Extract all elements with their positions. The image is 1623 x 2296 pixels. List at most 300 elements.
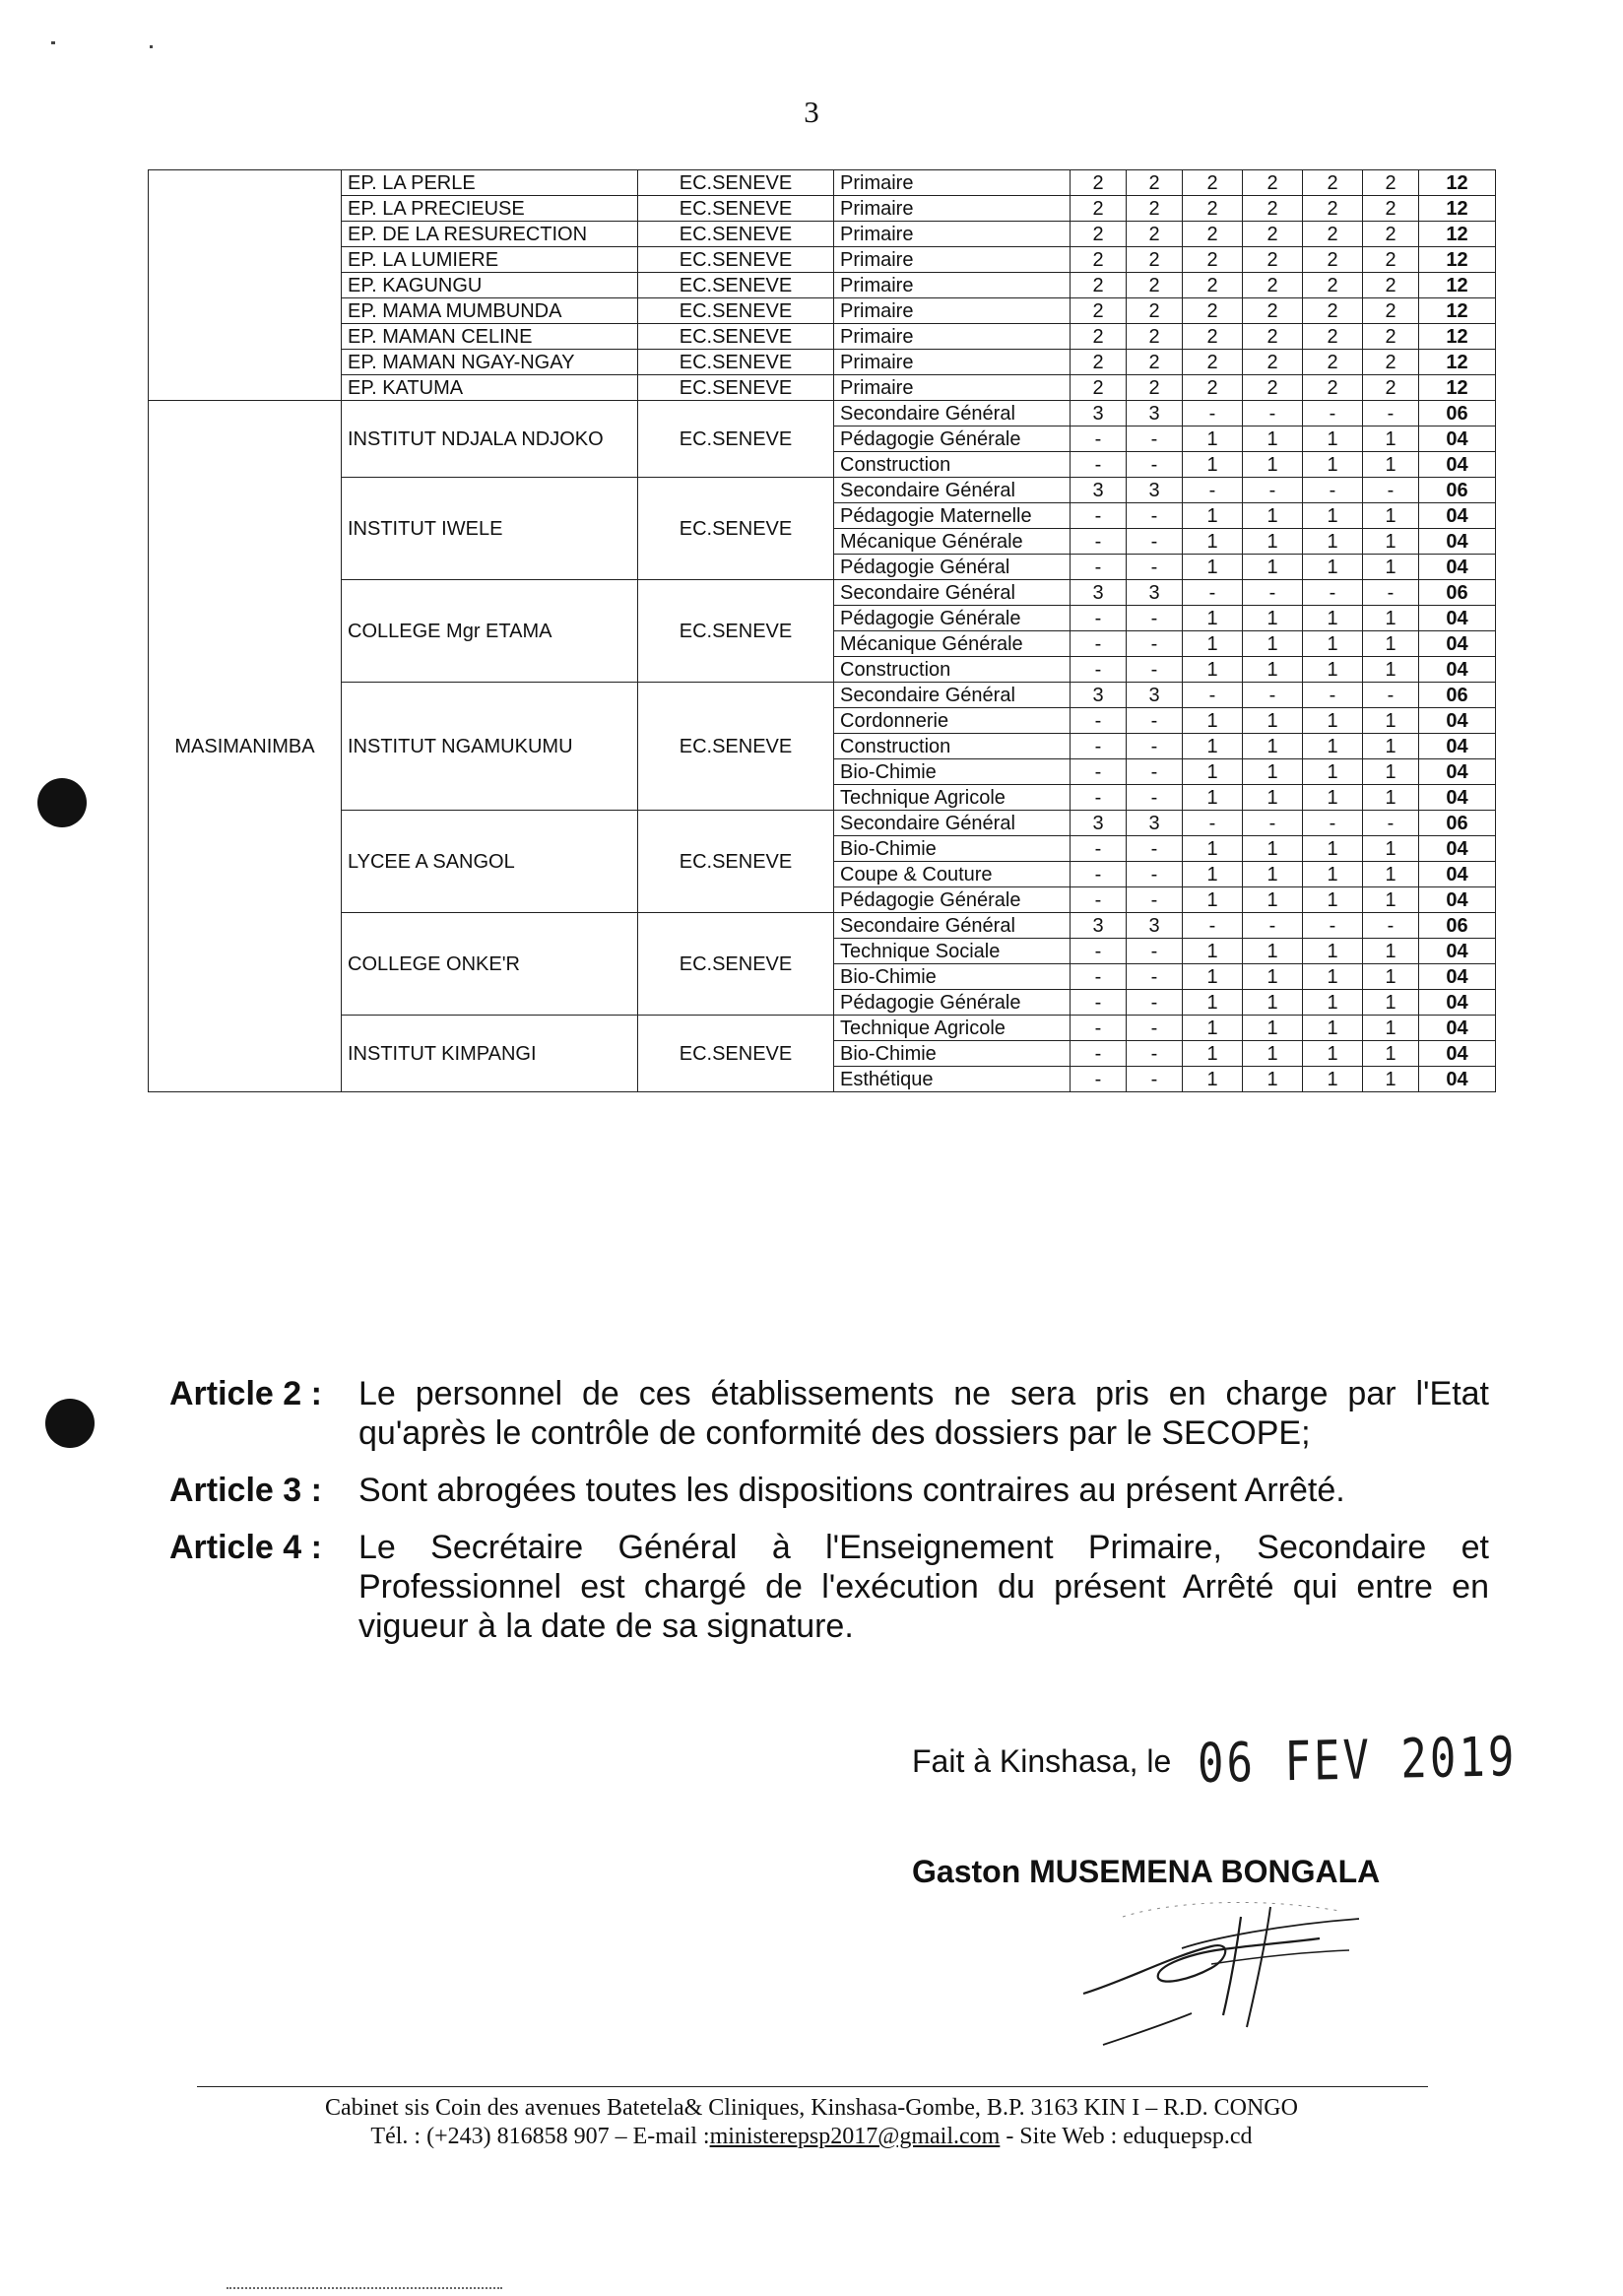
class-count-cell-3: 1 bbox=[1183, 964, 1243, 990]
class-count-cell-3: 2 bbox=[1183, 324, 1243, 350]
option-cell: Cordonnerie bbox=[834, 708, 1071, 734]
class-count-cell-1: 3 bbox=[1071, 811, 1127, 836]
class-count-cell-1: - bbox=[1071, 631, 1127, 657]
class-count-cell-4: 1 bbox=[1243, 555, 1303, 580]
total-cell: 12 bbox=[1419, 350, 1496, 375]
class-count-cell-1: 2 bbox=[1071, 298, 1127, 324]
total-cell: 04 bbox=[1419, 555, 1496, 580]
class-count-cell-6: - bbox=[1363, 683, 1419, 708]
option-cell: Technique Sociale bbox=[834, 939, 1071, 964]
class-count-cell-5: - bbox=[1303, 913, 1363, 939]
class-count-cell-5: 1 bbox=[1303, 990, 1363, 1016]
class-count-cell-3: 1 bbox=[1183, 990, 1243, 1016]
class-count-cell-1: - bbox=[1071, 785, 1127, 811]
option-cell: Construction bbox=[834, 657, 1071, 683]
class-count-cell-1: 3 bbox=[1071, 478, 1127, 503]
class-count-cell-2: 2 bbox=[1127, 222, 1183, 247]
school-name-cell: EP. LA LUMIERE bbox=[342, 247, 638, 273]
class-count-cell-1: 2 bbox=[1071, 247, 1127, 273]
class-count-cell-4: 1 bbox=[1243, 862, 1303, 887]
article-4 bbox=[169, 1528, 1489, 1646]
school-name-cell: EP. LA PERLE bbox=[342, 170, 638, 196]
signatory-name: Gaston MUSEMENA BONGALA bbox=[912, 1854, 1381, 1889]
class-count-cell-4: 1 bbox=[1243, 1041, 1303, 1067]
class-count-cell-6: - bbox=[1363, 580, 1419, 606]
option-cell: Primaire bbox=[834, 196, 1071, 222]
class-count-cell-1: - bbox=[1071, 990, 1127, 1016]
class-count-cell-3: - bbox=[1183, 401, 1243, 426]
total-cell: 04 bbox=[1419, 759, 1496, 785]
class-count-cell-3: 2 bbox=[1183, 196, 1243, 222]
footer-email-link[interactable]: ministerepsp2017@gmail.com bbox=[709, 2124, 1001, 2149]
class-count-cell-4: 2 bbox=[1243, 375, 1303, 401]
class-count-cell-1: - bbox=[1071, 1041, 1127, 1067]
table-row bbox=[149, 247, 1496, 273]
class-count-cell-2: - bbox=[1127, 887, 1183, 913]
option-cell: Secondaire Général bbox=[834, 913, 1071, 939]
class-count-cell-5: - bbox=[1303, 683, 1363, 708]
class-count-cell-4: 1 bbox=[1243, 631, 1303, 657]
article-text: Sont abrogées toutes les dispositions contraires au présent Arrêté. bbox=[358, 1472, 1345, 1509]
total-cell: 06 bbox=[1419, 913, 1496, 939]
class-count-cell-1: - bbox=[1071, 734, 1127, 759]
class-count-cell-4: - bbox=[1243, 811, 1303, 836]
class-count-cell-3: 1 bbox=[1183, 631, 1243, 657]
class-count-cell-1: - bbox=[1071, 529, 1127, 555]
option-cell: Secondaire Général bbox=[834, 811, 1071, 836]
class-count-cell-6: 1 bbox=[1363, 1041, 1419, 1067]
class-count-cell-3: 1 bbox=[1183, 503, 1243, 529]
class-count-cell-4: 2 bbox=[1243, 324, 1303, 350]
table-row bbox=[149, 222, 1496, 247]
class-count-cell-4: 1 bbox=[1243, 785, 1303, 811]
total-cell: 12 bbox=[1419, 196, 1496, 222]
class-count-cell-1: 2 bbox=[1071, 170, 1127, 196]
class-count-cell-3: 1 bbox=[1183, 862, 1243, 887]
school-name-cell: EP. MAMAN NGAY-NGAY bbox=[342, 350, 638, 375]
class-count-cell-6: 1 bbox=[1363, 939, 1419, 964]
class-count-cell-2: 2 bbox=[1127, 170, 1183, 196]
total-cell: 12 bbox=[1419, 324, 1496, 350]
class-count-cell-3: 2 bbox=[1183, 350, 1243, 375]
class-count-cell-4: 1 bbox=[1243, 990, 1303, 1016]
class-count-cell-1: 3 bbox=[1071, 401, 1127, 426]
total-cell: 04 bbox=[1419, 1041, 1496, 1067]
option-cell: Secondaire Général bbox=[834, 683, 1071, 708]
class-count-cell-5: 1 bbox=[1303, 759, 1363, 785]
total-cell: 12 bbox=[1419, 222, 1496, 247]
option-cell: Mécanique Générale bbox=[834, 631, 1071, 657]
table-row bbox=[149, 375, 1496, 401]
class-count-cell-2: - bbox=[1127, 734, 1183, 759]
class-count-cell-6: 1 bbox=[1363, 1016, 1419, 1041]
network-cell: EC.SENEVE bbox=[638, 478, 834, 580]
school-name-cell: INSTITUT KIMPANGI bbox=[342, 1016, 638, 1092]
class-count-cell-1: - bbox=[1071, 708, 1127, 734]
option-cell: Primaire bbox=[834, 350, 1071, 375]
network-cell: EC.SENEVE bbox=[638, 1016, 834, 1092]
total-cell: 12 bbox=[1419, 298, 1496, 324]
class-count-cell-5: 1 bbox=[1303, 964, 1363, 990]
network-cell: EC.SENEVE bbox=[638, 913, 834, 1016]
option-cell: Construction bbox=[834, 452, 1071, 478]
class-count-cell-4: 1 bbox=[1243, 964, 1303, 990]
class-count-cell-1: - bbox=[1071, 1016, 1127, 1041]
class-count-cell-6: 2 bbox=[1363, 273, 1419, 298]
class-count-cell-1: - bbox=[1071, 836, 1127, 862]
handwritten-date: 06 FEV 2019 bbox=[1197, 1726, 1518, 1796]
class-count-cell-6: 1 bbox=[1363, 452, 1419, 478]
footer-phone: Tél. : (+243) 816858 907 – E-mail : bbox=[370, 2124, 710, 2149]
class-count-cell-2: - bbox=[1127, 426, 1183, 452]
class-count-cell-3: 2 bbox=[1183, 170, 1243, 196]
class-count-cell-4: 2 bbox=[1243, 273, 1303, 298]
class-count-cell-1: - bbox=[1071, 964, 1127, 990]
class-count-cell-5: 2 bbox=[1303, 375, 1363, 401]
class-count-cell-6: 1 bbox=[1363, 734, 1419, 759]
class-count-cell-3: 1 bbox=[1183, 1041, 1243, 1067]
class-count-cell-1: - bbox=[1071, 1067, 1127, 1092]
class-count-cell-4: 1 bbox=[1243, 1016, 1303, 1041]
class-count-cell-2: - bbox=[1127, 555, 1183, 580]
class-count-cell-5: - bbox=[1303, 478, 1363, 503]
class-count-cell-1: 2 bbox=[1071, 324, 1127, 350]
article-label: Article 3 : bbox=[169, 1472, 322, 1509]
punch-hole bbox=[45, 1399, 95, 1448]
class-count-cell-2: - bbox=[1127, 862, 1183, 887]
network-cell: EC.SENEVE bbox=[638, 811, 834, 913]
class-count-cell-5: 1 bbox=[1303, 606, 1363, 631]
network-cell: EC.SENEVE bbox=[638, 375, 834, 401]
class-count-cell-4: 1 bbox=[1243, 529, 1303, 555]
class-count-cell-6: 1 bbox=[1363, 862, 1419, 887]
class-count-cell-2: 2 bbox=[1127, 324, 1183, 350]
class-count-cell-4: 1 bbox=[1243, 759, 1303, 785]
class-count-cell-1: - bbox=[1071, 759, 1127, 785]
class-count-cell-5: 2 bbox=[1303, 196, 1363, 222]
option-cell: Pédagogie Général bbox=[834, 555, 1071, 580]
class-count-cell-3: 1 bbox=[1183, 606, 1243, 631]
school-name-cell: INSTITUT NDJALA NDJOKO bbox=[342, 401, 638, 478]
class-count-cell-2: - bbox=[1127, 452, 1183, 478]
option-cell: Construction bbox=[834, 734, 1071, 759]
class-count-cell-2: - bbox=[1127, 836, 1183, 862]
class-count-cell-2: - bbox=[1127, 503, 1183, 529]
class-count-cell-6: 1 bbox=[1363, 964, 1419, 990]
class-count-cell-5: 1 bbox=[1303, 939, 1363, 964]
class-count-cell-3: 1 bbox=[1183, 426, 1243, 452]
class-count-cell-3: 1 bbox=[1183, 657, 1243, 683]
class-count-cell-3: 1 bbox=[1183, 1016, 1243, 1041]
class-count-cell-2: - bbox=[1127, 785, 1183, 811]
total-cell: 12 bbox=[1419, 375, 1496, 401]
class-count-cell-6: 1 bbox=[1363, 887, 1419, 913]
option-cell: Pédagogie Générale bbox=[834, 426, 1071, 452]
total-cell: 04 bbox=[1419, 708, 1496, 734]
class-count-cell-2: - bbox=[1127, 631, 1183, 657]
class-count-cell-6: 1 bbox=[1363, 657, 1419, 683]
class-count-cell-2: - bbox=[1127, 1067, 1183, 1092]
class-count-cell-5: 1 bbox=[1303, 555, 1363, 580]
total-cell: 04 bbox=[1419, 887, 1496, 913]
class-count-cell-3: 1 bbox=[1183, 555, 1243, 580]
class-count-cell-1: - bbox=[1071, 555, 1127, 580]
class-count-cell-3: 1 bbox=[1183, 1067, 1243, 1092]
class-count-cell-5: 1 bbox=[1303, 734, 1363, 759]
option-cell: Secondaire Général bbox=[834, 580, 1071, 606]
footer-divider bbox=[197, 2086, 1428, 2087]
option-cell: Secondaire Général bbox=[834, 478, 1071, 503]
class-count-cell-2: 3 bbox=[1127, 580, 1183, 606]
class-count-cell-5: 2 bbox=[1303, 222, 1363, 247]
total-cell: 04 bbox=[1419, 606, 1496, 631]
class-count-cell-4: 1 bbox=[1243, 708, 1303, 734]
network-cell: EC.SENEVE bbox=[638, 401, 834, 478]
total-cell: 12 bbox=[1419, 273, 1496, 298]
table-row bbox=[149, 683, 1496, 708]
table-row bbox=[149, 811, 1496, 836]
table-row bbox=[149, 324, 1496, 350]
total-cell: 04 bbox=[1419, 426, 1496, 452]
class-count-cell-5: 2 bbox=[1303, 273, 1363, 298]
class-count-cell-3: 2 bbox=[1183, 273, 1243, 298]
class-count-cell-3: 1 bbox=[1183, 708, 1243, 734]
class-count-cell-4: 2 bbox=[1243, 170, 1303, 196]
class-count-cell-3: 1 bbox=[1183, 529, 1243, 555]
class-count-cell-3: 2 bbox=[1183, 222, 1243, 247]
option-cell: Primaire bbox=[834, 273, 1071, 298]
total-cell: 12 bbox=[1419, 170, 1496, 196]
total-cell: 04 bbox=[1419, 836, 1496, 862]
total-cell: 06 bbox=[1419, 478, 1496, 503]
class-count-cell-3: 2 bbox=[1183, 375, 1243, 401]
footer bbox=[0, 2094, 1623, 2151]
class-count-cell-6: 1 bbox=[1363, 503, 1419, 529]
class-count-cell-4: 1 bbox=[1243, 1067, 1303, 1092]
class-count-cell-2: 3 bbox=[1127, 811, 1183, 836]
class-count-cell-2: - bbox=[1127, 939, 1183, 964]
table-row bbox=[149, 913, 1496, 939]
class-count-cell-3: - bbox=[1183, 811, 1243, 836]
network-cell: EC.SENEVE bbox=[638, 273, 834, 298]
class-count-cell-2: 2 bbox=[1127, 350, 1183, 375]
class-count-cell-3: - bbox=[1183, 580, 1243, 606]
class-count-cell-4: 2 bbox=[1243, 350, 1303, 375]
class-count-cell-5: 1 bbox=[1303, 529, 1363, 555]
class-count-cell-1: 2 bbox=[1071, 222, 1127, 247]
table-row bbox=[149, 1016, 1496, 1041]
footer-website: - Site Web : eduquepsp.cd bbox=[1000, 2124, 1253, 2149]
class-count-cell-4: 2 bbox=[1243, 298, 1303, 324]
total-cell: 04 bbox=[1419, 452, 1496, 478]
network-cell: EC.SENEVE bbox=[638, 683, 834, 811]
total-cell: 04 bbox=[1419, 1016, 1496, 1041]
school-name-cell: EP. LA PRECIEUSE bbox=[342, 196, 638, 222]
region-cell: MASIMANIMBA bbox=[149, 401, 342, 1092]
class-count-cell-3: 2 bbox=[1183, 247, 1243, 273]
total-cell: 04 bbox=[1419, 964, 1496, 990]
class-count-cell-2: 3 bbox=[1127, 913, 1183, 939]
class-count-cell-2: - bbox=[1127, 964, 1183, 990]
option-cell: Primaire bbox=[834, 298, 1071, 324]
class-count-cell-6: - bbox=[1363, 811, 1419, 836]
class-count-cell-3: 1 bbox=[1183, 939, 1243, 964]
class-count-cell-2: 3 bbox=[1127, 401, 1183, 426]
option-cell: Bio-Chimie bbox=[834, 836, 1071, 862]
footer-address: Cabinet sis Coin des avenues Batetela& Cliniques, Kinshasa-Gombe, B.P. 3163 KIN I – R.D. CONGO bbox=[325, 2095, 1298, 2121]
class-count-cell-5: - bbox=[1303, 811, 1363, 836]
class-count-cell-4: 2 bbox=[1243, 247, 1303, 273]
class-count-cell-2: - bbox=[1127, 759, 1183, 785]
class-count-cell-5: 1 bbox=[1303, 631, 1363, 657]
class-count-cell-6: 2 bbox=[1363, 375, 1419, 401]
class-count-cell-6: 1 bbox=[1363, 631, 1419, 657]
article-label: Article 4 : bbox=[169, 1529, 322, 1566]
school-name-cell: EP. MAMAN CELINE bbox=[342, 324, 638, 350]
class-count-cell-6: 1 bbox=[1363, 426, 1419, 452]
class-count-cell-5: 1 bbox=[1303, 426, 1363, 452]
total-cell: 04 bbox=[1419, 503, 1496, 529]
class-count-cell-6: 1 bbox=[1363, 785, 1419, 811]
class-count-cell-6: 2 bbox=[1363, 196, 1419, 222]
total-cell: 06 bbox=[1419, 401, 1496, 426]
class-count-cell-4: 1 bbox=[1243, 887, 1303, 913]
class-count-cell-1: 2 bbox=[1071, 196, 1127, 222]
class-count-cell-1: - bbox=[1071, 426, 1127, 452]
schools-table bbox=[148, 169, 1496, 1092]
class-count-cell-6: 2 bbox=[1363, 350, 1419, 375]
class-count-cell-6: 1 bbox=[1363, 1067, 1419, 1092]
class-count-cell-3: 1 bbox=[1183, 759, 1243, 785]
class-count-cell-5: 1 bbox=[1303, 1067, 1363, 1092]
option-cell: Primaire bbox=[834, 222, 1071, 247]
option-cell: Primaire bbox=[834, 324, 1071, 350]
option-cell: Primaire bbox=[834, 375, 1071, 401]
network-cell: EC.SENEVE bbox=[638, 298, 834, 324]
class-count-cell-4: 1 bbox=[1243, 657, 1303, 683]
class-count-cell-2: - bbox=[1127, 708, 1183, 734]
school-name-cell: COLLEGE ONKE'R bbox=[342, 913, 638, 1016]
class-count-cell-6: - bbox=[1363, 913, 1419, 939]
class-count-cell-5: 2 bbox=[1303, 324, 1363, 350]
class-count-cell-6: 1 bbox=[1363, 555, 1419, 580]
total-cell: 04 bbox=[1419, 657, 1496, 683]
class-count-cell-1: 3 bbox=[1071, 580, 1127, 606]
table-row bbox=[149, 298, 1496, 324]
class-count-cell-5: 1 bbox=[1303, 657, 1363, 683]
network-cell: EC.SENEVE bbox=[638, 170, 834, 196]
option-cell: Bio-Chimie bbox=[834, 964, 1071, 990]
school-name-cell: EP. KAGUNGU bbox=[342, 273, 638, 298]
total-cell: 04 bbox=[1419, 734, 1496, 759]
article-2 bbox=[169, 1374, 1489, 1453]
scan-speck bbox=[51, 41, 55, 44]
region-cell bbox=[149, 170, 342, 401]
total-cell: 04 bbox=[1419, 862, 1496, 887]
article-text: Le Secrétaire Général à l'Enseignement Primaire, Secondaire et Professionnel est chargé de l'exécution du présent Arrêté qui entre en vigueur à la date de sa signature. bbox=[358, 1529, 1489, 1645]
total-cell: 12 bbox=[1419, 247, 1496, 273]
school-name-cell: COLLEGE Mgr ETAMA bbox=[342, 580, 638, 683]
class-count-cell-2: - bbox=[1127, 606, 1183, 631]
class-count-cell-4: 1 bbox=[1243, 734, 1303, 759]
total-cell: 06 bbox=[1419, 683, 1496, 708]
class-count-cell-6: 1 bbox=[1363, 708, 1419, 734]
class-count-cell-3: 1 bbox=[1183, 887, 1243, 913]
class-count-cell-5: 1 bbox=[1303, 452, 1363, 478]
class-count-cell-4: 1 bbox=[1243, 606, 1303, 631]
school-name-cell: EP. MAMA MUMBUNDA bbox=[342, 298, 638, 324]
network-cell: EC.SENEVE bbox=[638, 324, 834, 350]
article-text: Le personnel de ces établissements ne sera pris en charge par l'Etat qu'après le contrôle de conformité des dossiers par le SECOPE; bbox=[358, 1375, 1489, 1452]
class-count-cell-2: 3 bbox=[1127, 478, 1183, 503]
class-count-cell-2: 2 bbox=[1127, 247, 1183, 273]
class-count-cell-5: 1 bbox=[1303, 708, 1363, 734]
total-cell: 06 bbox=[1419, 811, 1496, 836]
class-count-cell-5: 1 bbox=[1303, 785, 1363, 811]
table-row bbox=[149, 196, 1496, 222]
school-name-cell: INSTITUT NGAMUKUMU bbox=[342, 683, 638, 811]
page-number: 3 bbox=[804, 95, 819, 129]
table-row bbox=[149, 170, 1496, 196]
total-cell: 04 bbox=[1419, 939, 1496, 964]
scan-speck bbox=[150, 45, 153, 48]
option-cell: Pédagogie Générale bbox=[834, 887, 1071, 913]
class-count-cell-3: - bbox=[1183, 478, 1243, 503]
class-count-cell-6: 1 bbox=[1363, 529, 1419, 555]
total-cell: 04 bbox=[1419, 529, 1496, 555]
option-cell: Technique Agricole bbox=[834, 1016, 1071, 1041]
option-cell: Mécanique Générale bbox=[834, 529, 1071, 555]
table-row bbox=[149, 401, 1496, 426]
class-count-cell-4: - bbox=[1243, 580, 1303, 606]
class-count-cell-2: 3 bbox=[1127, 683, 1183, 708]
class-count-cell-2: 2 bbox=[1127, 273, 1183, 298]
class-count-cell-3: 1 bbox=[1183, 785, 1243, 811]
class-count-cell-2: - bbox=[1127, 657, 1183, 683]
class-count-cell-2: 2 bbox=[1127, 196, 1183, 222]
class-count-cell-5: 2 bbox=[1303, 247, 1363, 273]
total-cell: 04 bbox=[1419, 785, 1496, 811]
class-count-cell-5: 2 bbox=[1303, 350, 1363, 375]
option-cell: Secondaire Général bbox=[834, 401, 1071, 426]
class-count-cell-1: - bbox=[1071, 939, 1127, 964]
class-count-cell-6: 1 bbox=[1363, 990, 1419, 1016]
article-3 bbox=[169, 1471, 1489, 1510]
class-count-cell-3: 1 bbox=[1183, 452, 1243, 478]
class-count-cell-6: 2 bbox=[1363, 324, 1419, 350]
class-count-cell-6: 1 bbox=[1363, 836, 1419, 862]
option-cell: Primaire bbox=[834, 170, 1071, 196]
class-count-cell-4: - bbox=[1243, 401, 1303, 426]
network-cell: EC.SENEVE bbox=[638, 350, 834, 375]
handwritten-signature bbox=[1064, 1887, 1379, 2065]
class-count-cell-2: - bbox=[1127, 1016, 1183, 1041]
articles-section bbox=[169, 1374, 1489, 1664]
class-count-cell-4: 2 bbox=[1243, 196, 1303, 222]
class-count-cell-2: - bbox=[1127, 990, 1183, 1016]
network-cell: EC.SENEVE bbox=[638, 196, 834, 222]
class-count-cell-1: - bbox=[1071, 606, 1127, 631]
class-count-cell-1: - bbox=[1071, 452, 1127, 478]
total-cell: 04 bbox=[1419, 990, 1496, 1016]
option-cell: Primaire bbox=[834, 247, 1071, 273]
scan-edge-artifact bbox=[227, 2287, 502, 2292]
option-cell: Pédagogie Maternelle bbox=[834, 503, 1071, 529]
class-count-cell-5: 1 bbox=[1303, 503, 1363, 529]
option-cell: Technique Agricole bbox=[834, 785, 1071, 811]
class-count-cell-3: 1 bbox=[1183, 734, 1243, 759]
class-count-cell-1: 3 bbox=[1071, 683, 1127, 708]
